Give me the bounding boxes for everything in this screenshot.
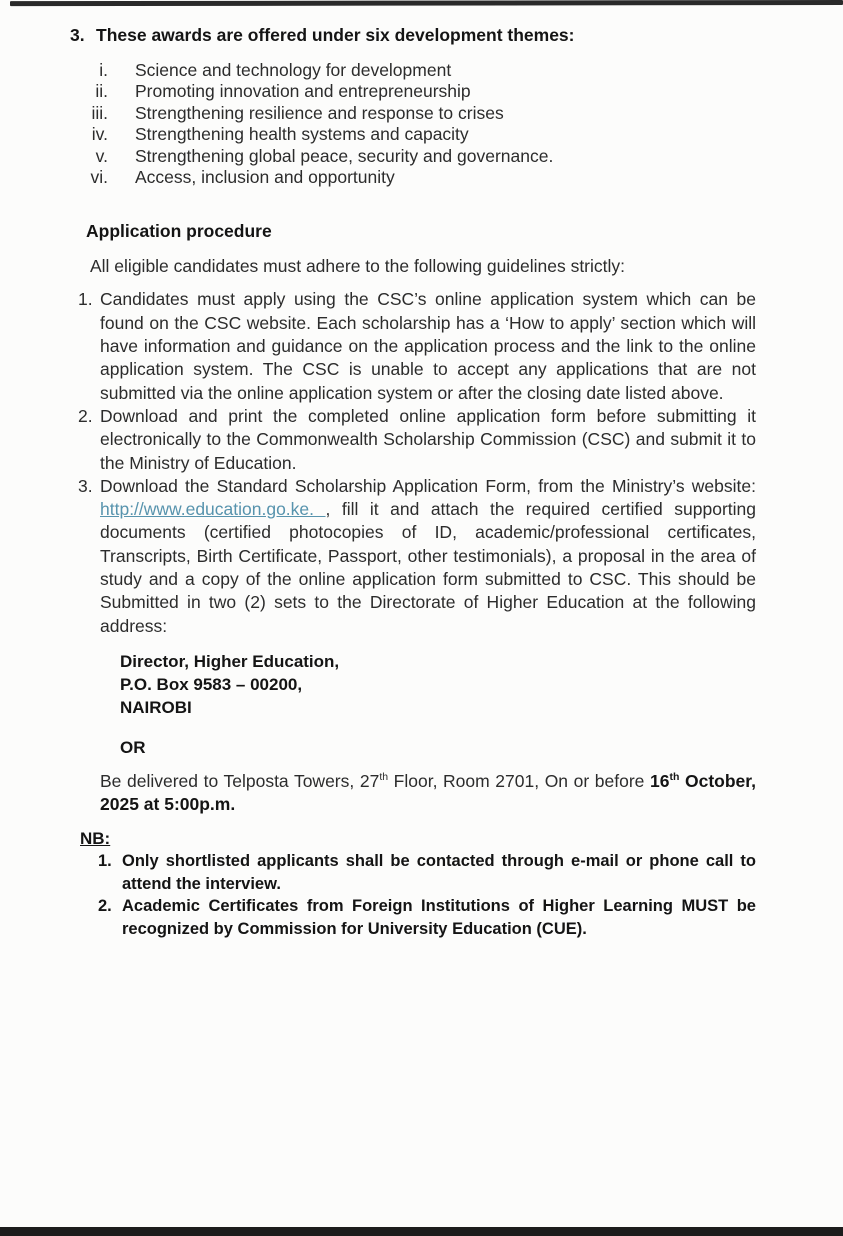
list-marker: 1. [78,289,93,310]
address-line: NAIROBI [120,698,192,718]
ordinal-suffix: th [379,770,389,783]
nb-item [98,850,756,895]
step-text-before-link: Download the Standard Scholarship Application Form, from the Ministry’s website: [100,475,756,496]
step-text [100,475,756,638]
address-line: P.O. Box 9583 – 00200, [120,675,303,695]
scan-edge-bottom [0,1227,843,1236]
theme-label: Science and technology for development [135,60,452,80]
list-marker: 2. [98,897,112,916]
nb-text: Only shortlisted applicants shall be contacted through e-mail or phone call to attend the interview. [122,852,756,893]
nb-heading: NB: [80,829,111,849]
application-steps [78,288,756,637]
delivery-text: Floor, Room 2701, On or before [388,770,651,791]
development-themes-list [78,60,756,188]
ordinal-suffix: th [669,770,680,783]
document-content [70,24,756,940]
step-item [78,475,756,638]
deadline-date: October, 2025 at 5:00p.m. [100,770,756,815]
address-line: Director, Higher Education, [120,651,340,671]
postal-address [120,650,756,720]
or-separator: OR [120,737,146,757]
list-marker: 2. [78,405,93,426]
step-text-after-link: , fill it and attach the required certified supporting documents (certified photocopies of ID, academic/professional certificates, Transcripts, Birth Certificate, Passport, other testimonials), a proposal in the area of study and a copy of the online application form submitted to CSC. This should be Submitted in two (2) sets to the Directorate of Higher Education at the following address: [100,499,756,636]
list-marker: 3. [70,25,85,45]
theme-label: Strengthening resilience and response to crises [135,102,504,123]
theme-label: Access, inclusion and opportunity [135,167,395,188]
deadline-day: 16 [650,770,670,791]
theme-item [78,167,756,188]
section3-heading [70,24,756,46]
delivery-text: Be delivered to Telposta Towers, 27 [100,770,380,791]
section3-title: These awards are offered under six development themes: [96,25,575,45]
scan-edge-top [10,0,843,6]
nb-list [78,850,756,940]
theme-label: Strengthening global peace, security and governance. [135,145,554,166]
theme-label: Promoting innovation and entrepreneurship [135,81,471,102]
theme-item [78,124,756,145]
theme-item [78,81,756,102]
theme-item [78,146,756,167]
list-marker: 1. [98,852,112,871]
theme-item [78,103,756,124]
list-marker: vi. [90,167,108,188]
list-marker: 3. [78,475,93,496]
list-marker: iv. [91,124,108,145]
step-item [78,288,756,404]
delivery-instructions [100,770,756,817]
step-item [78,405,756,475]
guidelines-intro: All eligible candidates must adhere to the following guidelines strictly: [90,256,626,277]
list-marker: iii. [91,102,108,123]
nb-item [98,895,756,940]
list-marker: i. [99,60,108,80]
list-marker: ii. [95,81,108,102]
nb-text: Academic Certificates from Foreign Institutions of Higher Learning MUST be recognized by Commission for University Education (CUE). [122,897,756,938]
theme-label: Strengthening health systems and capacity [135,124,469,145]
application-procedure-heading: Application procedure [86,221,272,242]
education-website-link[interactable]: http://www.education.go.ke. [100,499,326,520]
list-marker: v. [95,145,108,166]
step-text: Candidates must apply using the CSC’s online application system which can be found on the CSC website. Each scholarship has a ‘How to apply’ section which will have information and guidance on the application process and the link to the online application system. The CSC is unable to accept any applications that are not submitted via the online application system or after the closing date listed above. [100,289,756,403]
theme-item [78,60,756,81]
step-text: Download and print the completed online application form before submitting it electronically to the Commonwealth Scholarship Commission (CSC) and submit it to the Ministry of Education. [100,405,756,473]
